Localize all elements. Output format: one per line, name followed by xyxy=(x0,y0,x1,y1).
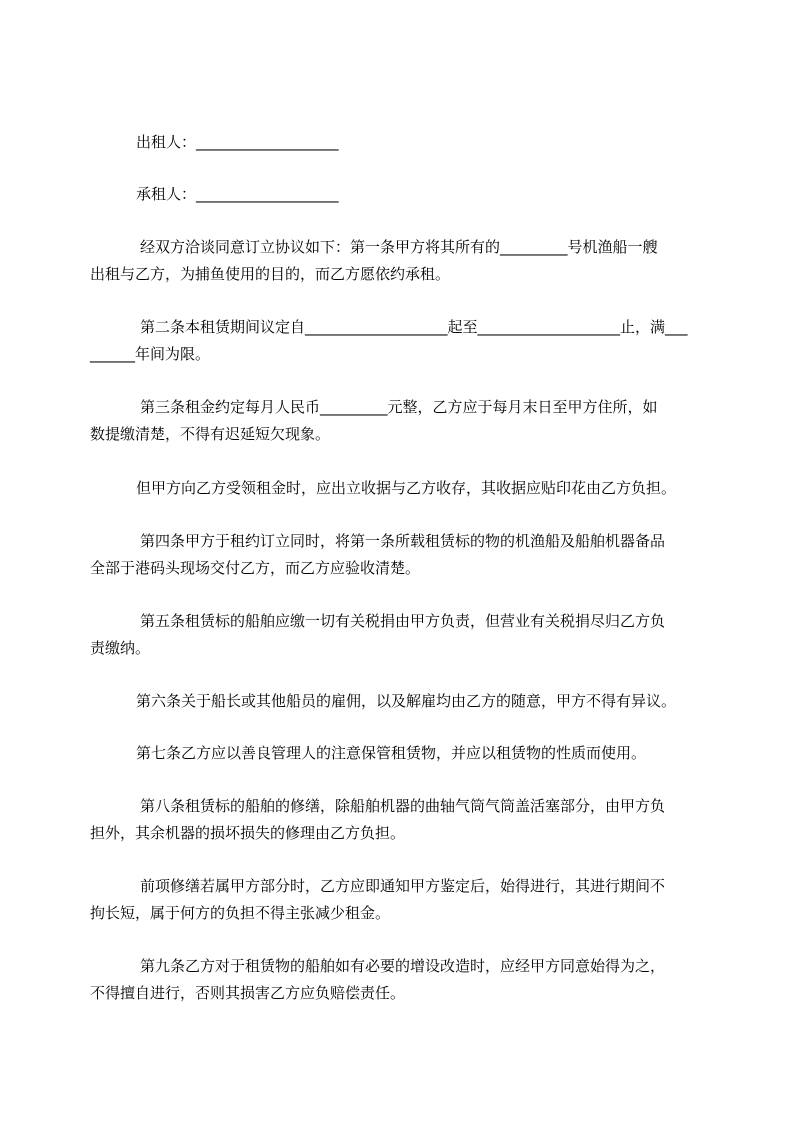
lessee-line: 承租人：___________________ xyxy=(136,185,339,203)
clause-4-line-2: 全部于港码头现场交付乙方，而乙方应验收清楚。 xyxy=(90,559,421,577)
repair-paragraph-line-2: 拘长短，属于何方的负担不得主张减少租金。 xyxy=(90,904,391,922)
clause-8-line-2: 担外，其余机器的损坏损失的修理由乙方负担。 xyxy=(90,824,406,842)
lessor-line: 出租人：___________________ xyxy=(136,133,339,151)
clause-8-line-1: 第八条租赁标的船舶的修缮，除船舶机器的曲轴气筒气筒盖活塞部分，由甲方负 xyxy=(140,797,666,815)
clause-1-line-1: 经双方洽谈同意订立协议如下：第一条甲方将其所有的_________号机渔船一艘 xyxy=(140,238,658,256)
clause-5-line-2: 责缴纳。 xyxy=(90,639,151,657)
clause-3-line-2: 数提缴清楚，不得有迟延短欠现象。 xyxy=(90,425,331,443)
clause-6-paragraph: 第六条关于船长或其他船员的雇佣，以及解雇均由乙方的随意，甲方不得有异议。 xyxy=(136,692,677,710)
clause-2-line-2: ______年间为限。 xyxy=(90,345,211,363)
clause-9-line-2: 不得擅自进行，否则其损害乙方应负赔偿责任。 xyxy=(90,984,406,1002)
receipt-paragraph: 但甲方向乙方受领租金时，应出立收据与乙方收存，其收据应贴印花由乙方负担。 xyxy=(136,479,677,497)
clause-5-line-1: 第五条租赁标的船舶应缴一切有关税捐由甲方负责，但营业有关税捐尽归乙方负 xyxy=(140,612,666,630)
clause-7-paragraph: 第七条乙方应以善良管理人的注意保管租赁物，并应以租赁物的性质而使用。 xyxy=(136,744,647,762)
clause-3-line-1: 第三条租金约定每月人民币_________元整，乙方应于每月末日至甲方住所，如 xyxy=(140,398,658,416)
clause-1-line-2: 出租与乙方，为捕鱼使用的目的，而乙方愿依约承租。 xyxy=(90,265,451,283)
clause-2-line-1: 第二条本租赁期间议定自___________________起至___________________止，满___ xyxy=(140,318,688,336)
repair-paragraph-line-1: 前项修缮若属甲方部分时，乙方应即通知甲方鉴定后，始得进行，其进行期间不 xyxy=(140,877,666,895)
clause-4-line-1: 第四条甲方于租约订立同时，将第一条所载租赁标的物的机渔船及船舶机器备品 xyxy=(140,532,666,550)
clause-9-line-1: 第九条乙方对于租赁物的船舶如有必要的增设改造时，应经甲方同意始得为之， xyxy=(140,957,666,975)
